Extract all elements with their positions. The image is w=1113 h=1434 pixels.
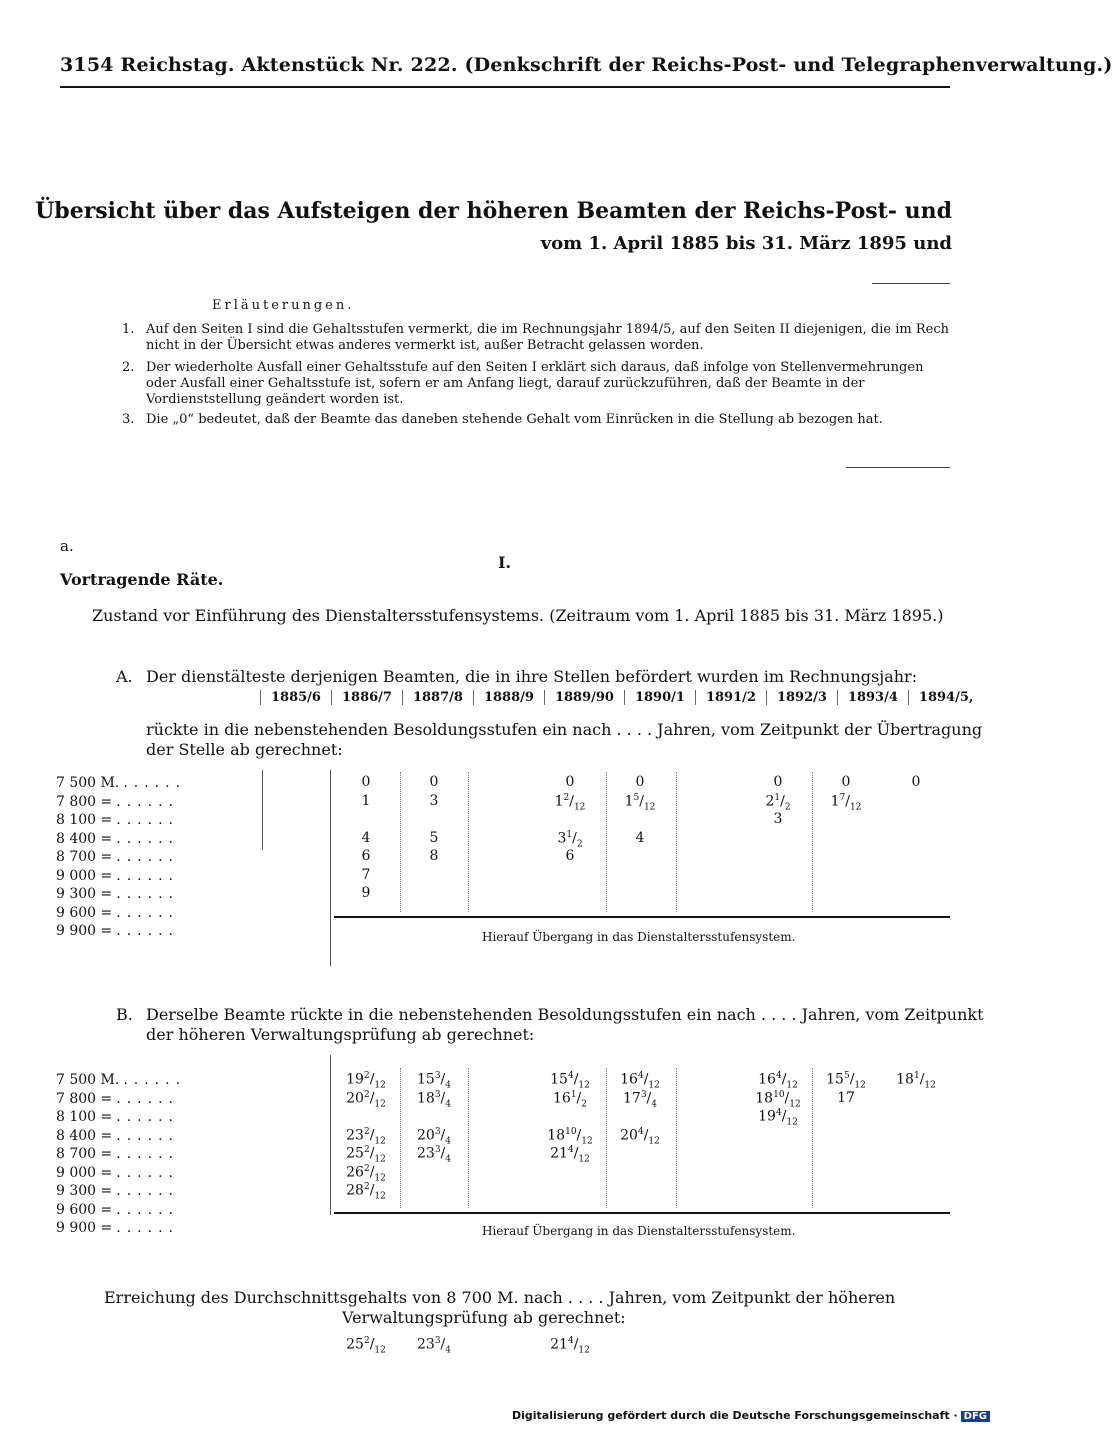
grid-divider — [812, 1068, 813, 1208]
part-a-cell: 0 — [565, 774, 575, 790]
digitization-footer — [512, 1409, 990, 1422]
amount-row: 9 300 = ...... — [56, 886, 179, 902]
explanation-note-1 — [122, 322, 954, 354]
part-b-line2: der höheren Verwaltungsprüfung ab gerechnet: — [146, 1025, 535, 1044]
notes-rule — [846, 467, 950, 468]
grid-divider — [812, 772, 813, 912]
part-b-cell: $16^1/_2$ — [552, 1089, 587, 1109]
header-rule — [60, 86, 950, 88]
part-a-cell: 8 — [429, 848, 439, 864]
part-b-line1: Derselbe Beamte rückte in die nebenstehenden Besoldungsstufen ein nach . . . . Jahren, vom Zeitpunkt — [146, 1005, 984, 1024]
note-number: 2. — [122, 360, 135, 375]
title-rule — [872, 283, 950, 284]
section-letter: a. — [60, 537, 74, 555]
part-a-cell: 3 — [773, 811, 783, 827]
part-a-cell: $1^7/_{12}$ — [830, 792, 862, 812]
note-text: Der wiederholte Ausfall einer Gehaltsstufe auf den Seiten I erklärt sich daraus, daß infolge von Stellenvermehrungen oder Ausfall einer Gehaltsstufe ist, sofern er am Anfang liegt, darauf zurückzuführen, daß der Beamte in der Vordienststellung geändert worden ist. — [146, 360, 924, 407]
part-b-cell: $17^3/_4$ — [622, 1089, 657, 1109]
year-label: 1894/5, — [908, 690, 984, 705]
amount-row: 9 300 = ...... — [56, 1183, 179, 1199]
part-b-cell: $18^1/_{12}$ — [896, 1071, 936, 1091]
grid-divider — [400, 1068, 401, 1208]
year-label: 1888/9 — [473, 690, 544, 705]
part-b-cell: $20^3/_4$ — [416, 1126, 451, 1146]
part-a-cell: 1 — [361, 792, 371, 809]
average-salary-line1: Erreichung des Durchschnittsgehalts von 8 700 M. nach . . . . Jahren, vom Zeitpunkt der höheren — [104, 1288, 896, 1307]
page-title: Übersicht über das Aufsteigen der höheren Beamten der Reichs-Post- und — [35, 198, 952, 224]
part-b-cell: 17 — [837, 1089, 855, 1106]
part-a-cell: 0 — [429, 774, 439, 790]
part-a-cell: 6 — [361, 848, 371, 864]
amount-row: 7 500 M. ...... — [56, 1072, 187, 1088]
part-a-amounts — [56, 774, 186, 941]
explanation-note-3 — [122, 412, 954, 428]
part-b-cell: $16^4/_{12}$ — [620, 1071, 660, 1091]
part-b-cell: $20^2/_{12}$ — [346, 1089, 386, 1109]
note-text: Auf den Seiten I sind die Gehaltsstufen vermerkt, die im Rechnungsjahr 1894/5, auf den Seiten II diejenigen, die im Rech nicht in der Übersicht etwas anderes vermerkt ist, außer Betracht gelassen worden. — [146, 322, 949, 353]
part-b-cell: $28^2/_{12}$ — [346, 1182, 386, 1202]
part-b-cell: $21^4/_{12}$ — [550, 1145, 590, 1165]
year-label: 1889/90 — [544, 690, 624, 705]
part-a-cell: $1^2/_{12}$ — [554, 792, 586, 812]
grid-divider — [676, 772, 677, 912]
section-condition: Zustand vor Einführung des Dienstaltersstufensystems. (Zeitraum vom 1. April 1885 bis 31. März 1895.) — [92, 606, 944, 625]
part-a-cell: 5 — [429, 829, 439, 846]
average-salary-value: $23^3/_4$ — [416, 1336, 451, 1356]
part-a-cell: 0 — [635, 774, 645, 790]
amount-row: 8 100 = ...... — [56, 812, 179, 828]
amount-row: 9 600 = ...... — [56, 904, 179, 921]
amount-row: 9 900 = ...... — [56, 923, 179, 939]
average-salary-value: $21^4/_{12}$ — [550, 1336, 590, 1356]
part-a-cell: $2^1/_2$ — [765, 792, 791, 812]
part-a-cell: 6 — [565, 848, 575, 864]
part-a-line1: Der dienstälteste derjenigen Beamten, die in ihre Stellen befördert wurden im Rechnungsjahr: — [146, 667, 918, 686]
note-number: 3. — [122, 412, 135, 427]
fiscal-years-row — [260, 690, 983, 705]
part-a-label: A. — [116, 667, 133, 686]
grid-divider — [606, 1068, 607, 1208]
part-b-cell: $25^2/_{12}$ — [346, 1145, 386, 1165]
part-b-rule — [334, 1212, 950, 1214]
part-b-label: B. — [116, 1005, 133, 1024]
part-b-cell: $15^4/_{12}$ — [550, 1071, 590, 1091]
average-salary-line2: Verwaltungsprüfung ab gerechnet: — [342, 1308, 626, 1327]
amount-row: 8 700 = ...... — [56, 1146, 179, 1162]
part-a-cell: 4 — [635, 829, 645, 846]
amount-row: 7 800 = ...... — [56, 793, 179, 810]
note-text: Die „0“ bedeutet, daß der Beamte das daneben stehende Gehalt vom Einrücken in die Stellung ab bezogen hat. — [146, 412, 883, 427]
part-a-cell: 7 — [361, 866, 371, 883]
part-b-cell: $18^3/_4$ — [416, 1089, 451, 1109]
section-roman-numeral: I. — [498, 553, 512, 572]
part-b-cell: $19^2/_{12}$ — [346, 1071, 386, 1091]
part-a-cell: $1^5/_{12}$ — [624, 792, 656, 812]
year-label: 1887/8 — [402, 690, 473, 705]
column-divider — [262, 770, 263, 850]
part-a-line2: rückte in die nebenstehenden Besoldungsstufen ein nach . . . . Jahren, vom Zeitpunkt der Übertragung — [146, 720, 983, 739]
amount-row: 9 000 = ...... — [56, 1164, 179, 1181]
part-b-cell: $23^2/_{12}$ — [346, 1126, 386, 1146]
part-a-cell: 4 — [361, 829, 371, 846]
page-subtitle: vom 1. April 1885 bis 31. März 1895 und — [540, 233, 952, 254]
part-a-cell: 0 — [841, 774, 851, 790]
part-a-cell: 0 — [911, 774, 921, 790]
part-b-cell: $15^5/_{12}$ — [826, 1071, 866, 1091]
amount-row: 9 900 = ...... — [56, 1220, 179, 1236]
amount-row: 8 400 = ...... — [56, 1127, 179, 1144]
part-b-amounts — [56, 1071, 186, 1238]
grid-divider — [676, 1068, 677, 1208]
part-b-cell: $15^3/_4$ — [416, 1071, 451, 1091]
amount-row: 9 000 = ...... — [56, 867, 179, 884]
part-a-cell: 0 — [361, 774, 371, 790]
amount-row: 8 100 = ...... — [56, 1109, 179, 1125]
part-b-cell: $26^2/_{12}$ — [346, 1163, 386, 1183]
explanation-note-2 — [122, 360, 954, 408]
part-a-cell: $3^1/_2$ — [557, 829, 583, 849]
note-number: 1. — [122, 322, 135, 337]
column-divider — [330, 770, 331, 966]
dfg-logo: DFG — [961, 1411, 990, 1422]
footer-text: Digitalisierung gefördert durch die Deutsche Forschungsgemeinschaft · — [511, 1409, 958, 1422]
year-label: 1893/4 — [837, 690, 908, 705]
average-salary-value: $25^2/_{12}$ — [346, 1336, 386, 1356]
part-a-cell: 0 — [773, 774, 783, 790]
amount-row: 7 500 M. ...... — [56, 775, 187, 791]
grid-divider — [606, 772, 607, 912]
part-a-cell: 3 — [429, 792, 439, 809]
grid-divider — [468, 772, 469, 912]
amount-row: 8 400 = ...... — [56, 830, 179, 847]
part-b-cell: $18^{10}/_{12}$ — [755, 1089, 801, 1109]
part-b-cell: $23^3/_4$ — [416, 1145, 451, 1165]
part-a-line3: der Stelle ab gerechnet: — [146, 740, 343, 759]
year-label: 1892/3 — [766, 690, 837, 705]
amount-row: 9 600 = ...... — [56, 1201, 179, 1218]
page-header: 3154 Reichstag. Aktenstück Nr. 222. (Denkschrift der Reichs-Post- und Telegraphenverwaltung.) — [60, 54, 1113, 76]
amount-row: 8 700 = ...... — [56, 849, 179, 865]
part-a-rule — [334, 916, 950, 918]
year-label: 1891/2 — [695, 690, 766, 705]
part-b-cell: $16^4/_{12}$ — [758, 1071, 798, 1091]
part-b-transition-note: Hierauf Übergang in das Dienstaltersstufensystem. — [482, 1224, 796, 1238]
explanations-heading: Erläuterungen. — [212, 298, 355, 313]
amount-row: 7 800 = ...... — [56, 1090, 179, 1107]
part-b-cell: $18^{10}/_{12}$ — [547, 1126, 593, 1146]
grid-divider — [468, 1068, 469, 1208]
column-divider — [330, 1055, 331, 1215]
part-a-cell: 9 — [361, 885, 371, 901]
section-heading: Vortragende Räte. — [60, 570, 224, 589]
year-label: 1886/7 — [331, 690, 402, 705]
part-a-transition-note: Hierauf Übergang in das Dienstaltersstufensystem. — [482, 930, 796, 944]
part-b-cell: $19^4/_{12}$ — [758, 1108, 798, 1128]
part-b-cell: $20^4/_{12}$ — [620, 1126, 660, 1146]
year-label: 1890/1 — [624, 690, 695, 705]
year-label: 1885/6 — [260, 690, 331, 705]
grid-divider — [400, 772, 401, 912]
